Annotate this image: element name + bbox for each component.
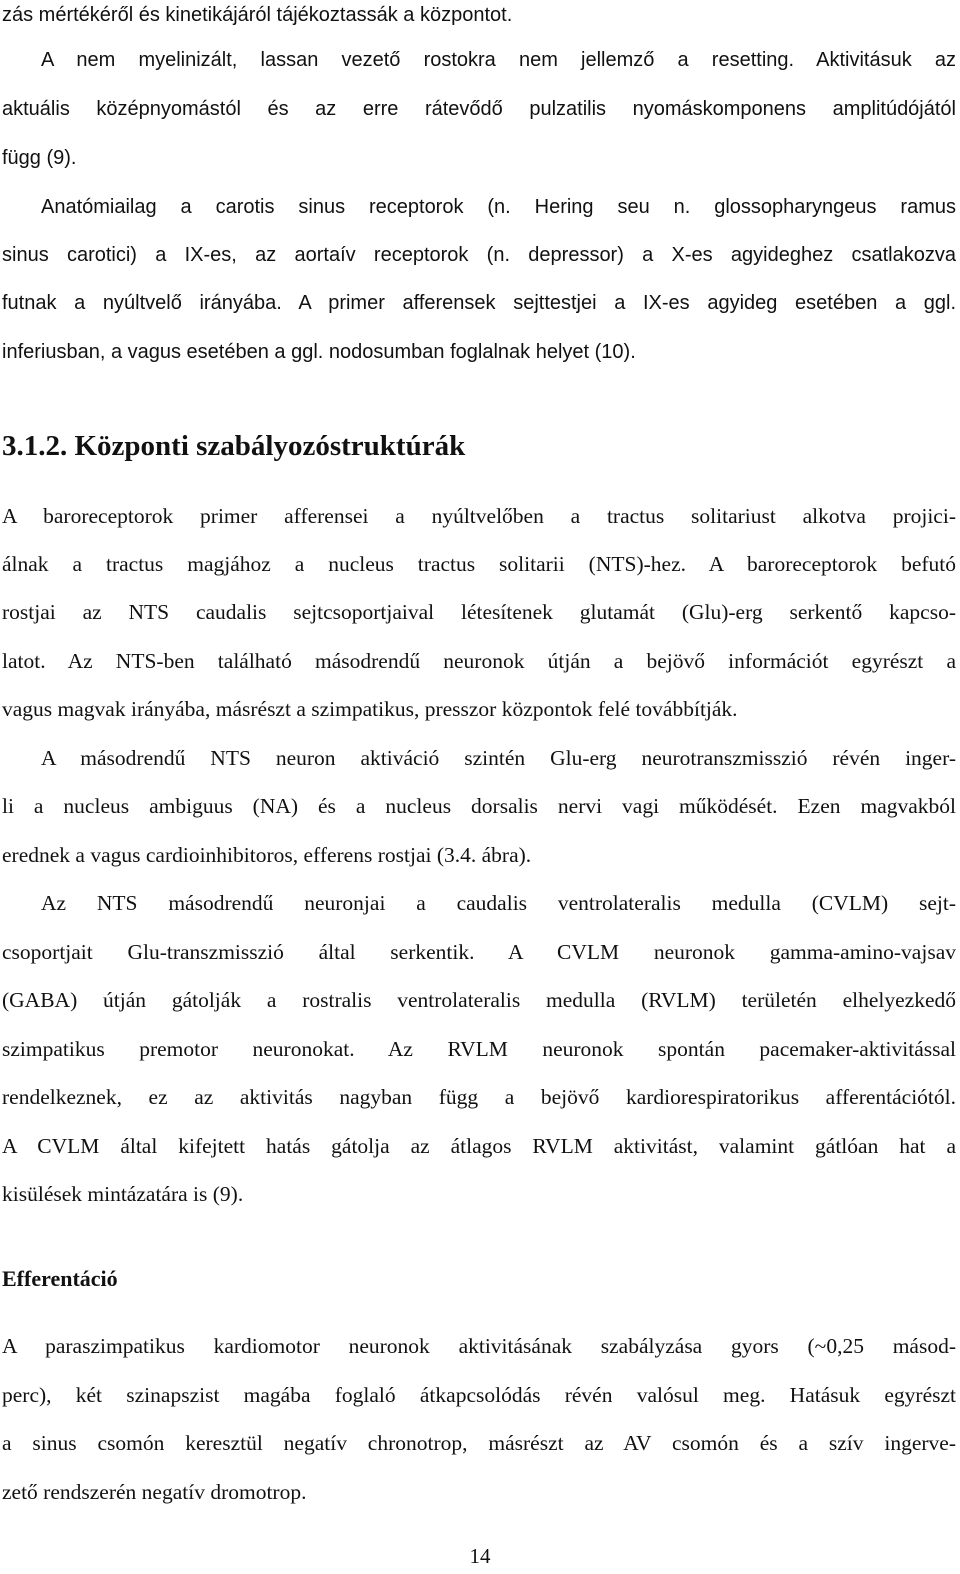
paragraph-line: Anatómiailag a carotis sinus receptorok (n. Hering seu n. glossopharyngeus ramus: [41, 196, 956, 218]
paragraph-line: latot. Az NTS-ben található másodrendű neuronok útján a bejövő információt egyrészt a: [2, 649, 956, 673]
paragraph-line: A CVLM által kifejtett hatás gátolja az átlagos RVLM aktivitást, valamint gátlóan hat a: [2, 1134, 956, 1158]
paragraph-line: szimpatikus premotor neuronokat. Az RVLM neuronok spontán pacemaker-aktivitással: [2, 1037, 956, 1061]
subsection-heading: Efferentáció: [2, 1266, 118, 1291]
paragraph-line: vagus magvak irányába, másrészt a szimpatikus, presszor központok felé továbbítják.: [2, 697, 738, 721]
paragraph-line: A baroreceptorok primer afferensei a nyúltvelőben a tractus solitariust alkotva projici-: [2, 504, 956, 528]
paragraph-line: rendelkeznek, ez az aktivitás nagyban függ a bejövő kardiorespiratorikus afferentációtól.: [2, 1085, 956, 1109]
paragraph-line: (GABA) útján gátolják a rostralis ventrolateralis medulla (RVLM) területén elhelyezkedő: [2, 988, 956, 1012]
paragraph-line: kisülések mintázatára is (9).: [2, 1182, 244, 1206]
page-number: 14: [469, 1544, 491, 1568]
paragraph-line: a sinus csomón keresztül negatív chronotrop, másrészt az AV csomón és a szív ingerve-: [2, 1431, 956, 1455]
paragraph-line: A másodrendű NTS neuron aktiváció szintén Glu-erg neurotranszmisszió révén inger-: [41, 746, 956, 770]
paragraph-line: Az NTS másodrendű neuronjai a caudalis ventrolateralis medulla (CVLM) sejt-: [41, 891, 956, 915]
paragraph-line: erednek a vagus cardioinhibitoros, efferens rostjai (3.4. ábra).: [2, 843, 532, 867]
paragraph-line: csoportjait Glu-transzmisszió által serkentik. A CVLM neuronok gamma-amino-vajsav: [2, 940, 956, 964]
paragraph-line: zető rendszerén negatív dromotrop.: [2, 1480, 307, 1504]
paragraph-line: A paraszimpatikus kardiomotor neuronok aktivitásának szabályzása gyors (~0,25 másod-: [2, 1334, 956, 1358]
paragraph-line: inferiusban, a vagus esetében a ggl. nodosumban foglalnak helyet (10).: [2, 341, 636, 363]
paragraph-line: aktuális középnyomástól és az erre rátevődő pulzatilis nyomáskomponens amplitúdójától: [2, 98, 956, 120]
paragraph-line: A nem myelinizált, lassan vezető rostokra nem jellemző a resetting. Aktivitásuk az: [41, 49, 956, 71]
paragraph-line: zás mértékéről és kinetikájáról tájékoztassák a központot.: [2, 4, 513, 26]
section-title: Központi szabályozóstruktúrák: [74, 430, 466, 462]
section-heading: [2, 428, 465, 464]
paragraph-line: li a nucleus ambiguus (NA) és a nucleus dorsalis nervi vagi működését. Ezen magvakból: [2, 794, 956, 818]
paragraph-line: függ (9).: [2, 147, 77, 169]
paragraph-line: rostjai az NTS caudalis sejtcsoportjaival létesítenek glutamát (Glu)-erg serkentő kapcso-: [2, 600, 956, 624]
paragraph-line: sinus carotici) a IX-es, az aortaív receptorok (n. depressor) a X-es agyideghez csatlakozva: [2, 244, 956, 266]
paragraph-line: álnak a tractus magjához a nucleus tractus solitarii (NTS)-hez. A baroreceptorok befutó: [2, 552, 956, 576]
paragraph-line: futnak a nyúltvelő irányába. A primer afferensek sejttestjei a IX-es agyideg esetében a ggl.: [2, 292, 956, 314]
paragraph-line: perc), két szinapszist magába foglaló átkapcsolódás révén valósul meg. Hatásuk egyrészt: [2, 1383, 956, 1407]
section-number: 3.1.2.: [2, 430, 68, 462]
